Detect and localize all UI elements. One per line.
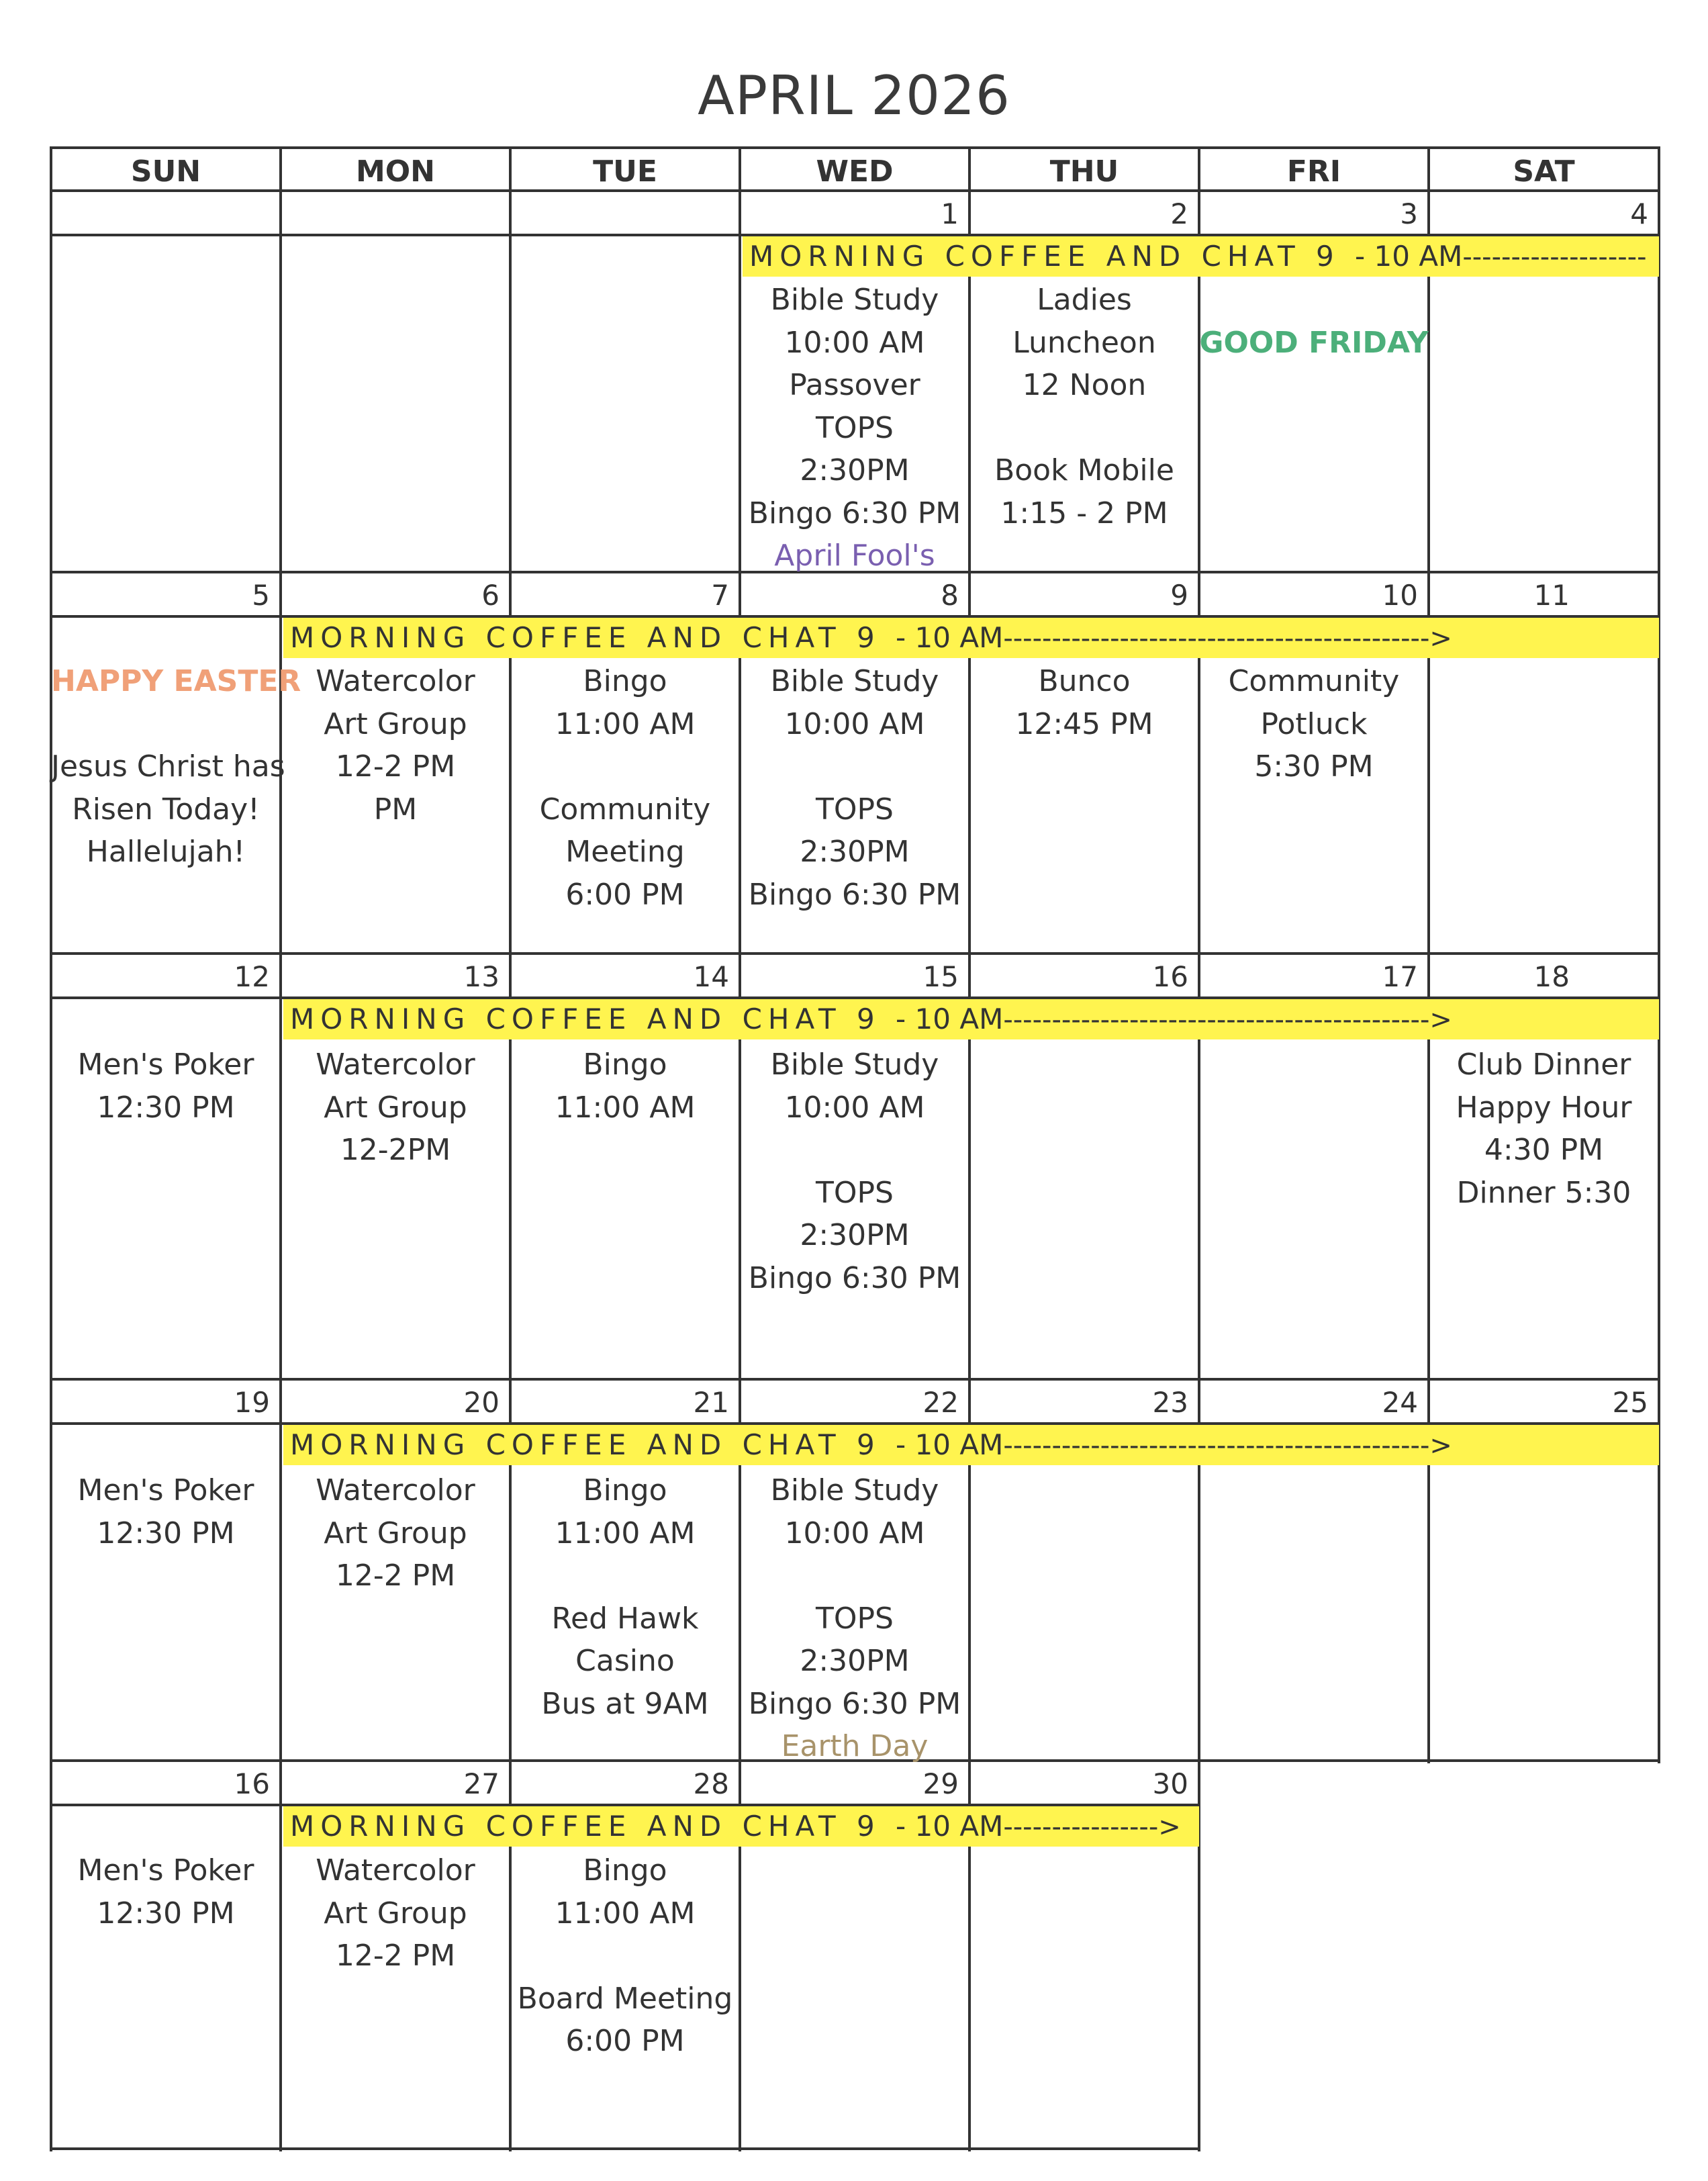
event-line: Art Group <box>324 1896 467 1931</box>
event-line: Men's Poker <box>77 1473 254 1507</box>
date-w3-tue: 14 <box>693 960 729 993</box>
event-line: 12-2PM <box>340 1133 451 1167</box>
event-line: 6:00 PM <box>565 877 685 912</box>
date-w4-wed: 22 <box>922 1386 959 1419</box>
band-time: - 10 AM <box>896 1003 1004 1035</box>
event-line: TOPS <box>816 1601 894 1636</box>
date-w2-sun: 5 <box>252 579 270 612</box>
event-line: 1:15 - 2 PM <box>1000 496 1168 530</box>
date-w1-sat: 4 <box>1630 197 1648 230</box>
date-w1-wed: 1 <box>941 197 959 230</box>
event-line: Book Mobile <box>994 453 1174 488</box>
event-line: 10:00 AM <box>784 706 925 741</box>
event-line: 11:00 AM <box>555 1516 696 1550</box>
date-w3-mon: 13 <box>463 960 500 993</box>
event-line: 11:00 AM <box>555 1896 696 1931</box>
morning-coffee-band <box>743 236 1659 277</box>
event-line: 11:00 AM <box>555 706 696 741</box>
event-line: Happy Hour <box>1456 1090 1632 1125</box>
event-line: Bingo <box>583 1853 667 1888</box>
events-w4-sun <box>51 1469 281 1554</box>
date-w2-sat: 11 <box>1533 579 1570 612</box>
event-line: 11:00 AM <box>555 1090 696 1125</box>
event-line: Bible Study <box>770 664 939 698</box>
band-text: MORNING COFFEE AND CHAT 9 <box>749 240 1340 273</box>
events-w3-sun <box>51 1043 281 1129</box>
event-line <box>740 1129 969 1172</box>
header-wed: WED <box>816 154 894 189</box>
event-line <box>1199 279 1429 322</box>
date-w3-fri: 17 <box>1382 960 1418 993</box>
event-line: Art Group <box>324 706 467 741</box>
grid-hline <box>50 2147 1200 2150</box>
events-w2-mon <box>281 660 510 831</box>
event-line: Meeting <box>565 835 685 869</box>
event-line: 2:30PM <box>800 453 910 488</box>
event-line: Watercolor <box>316 1473 475 1507</box>
band-time: - 10 AM <box>896 1810 1004 1843</box>
date-w5-mon: 27 <box>463 1767 500 1800</box>
event-line: Men's Poker <box>77 1048 254 1082</box>
grid-vline <box>1427 148 1430 1763</box>
event-line: PM <box>373 792 418 827</box>
date-w3-sun: 12 <box>234 960 270 993</box>
morning-coffee-band <box>283 999 1659 1039</box>
date-w4-fri: 24 <box>1382 1386 1418 1419</box>
event-line: 12:30 PM <box>97 1896 235 1931</box>
band-text: MORNING COFFEE AND CHAT 9 <box>290 1003 881 1035</box>
event-line <box>740 1554 969 1597</box>
event-line: Hallelujah! <box>86 835 246 869</box>
event-line: 2:30PM <box>800 1644 910 1678</box>
event-line: 10:00 AM <box>784 325 925 360</box>
grid-hline <box>50 146 1660 149</box>
date-w4-mon: 20 <box>463 1386 500 1419</box>
band-time: - 10 AM <box>1355 240 1463 273</box>
event-line <box>969 407 1199 450</box>
band-time: - 10 AM <box>896 621 1004 654</box>
event-line: Bingo <box>583 664 667 698</box>
header-sun: SUN <box>130 154 201 189</box>
events-w4-mon <box>281 1469 510 1597</box>
event-line: 12:30 PM <box>97 1516 235 1550</box>
date-w4-thu: 23 <box>1152 1386 1188 1419</box>
event-line: Bingo 6:30 PM <box>748 1686 961 1721</box>
event-line: 12:45 PM <box>1015 706 1153 741</box>
date-w1-thu: 2 <box>1170 197 1188 230</box>
calendar-grid <box>51 148 1659 2149</box>
event-line: Board Meeting <box>517 1981 733 2016</box>
grid-vline <box>1658 148 1660 1763</box>
event-line: Bible Study <box>770 1048 939 1082</box>
event-line: Men's Poker <box>77 1853 254 1888</box>
events-w1-thu <box>969 279 1199 535</box>
events-w3-mon <box>281 1043 510 1172</box>
date-w1-fri: 3 <box>1400 197 1418 230</box>
date-w4-sun: 19 <box>234 1386 270 1419</box>
event-line: Bingo <box>583 1473 667 1507</box>
event-line: 10:00 AM <box>784 1516 925 1550</box>
events-w4-wed <box>740 1469 969 1768</box>
morning-coffee-band <box>283 1806 1199 1847</box>
event-line: 12-2 PM <box>335 1559 456 1593</box>
event-line: 12-2 PM <box>335 749 456 784</box>
event-line: 12:30 PM <box>97 1090 235 1125</box>
event-line <box>510 1554 740 1597</box>
band-arrow: --------------------------------------------> <box>1003 623 1452 654</box>
event-line: Casino <box>575 1644 675 1678</box>
date-w5-sun: 16 <box>234 1767 270 1800</box>
date-w2-thu: 9 <box>1170 579 1188 612</box>
event-line: Club Dinner <box>1456 1048 1631 1082</box>
april-fools-label: April Fool's <box>774 539 935 573</box>
event-line: 2:30PM <box>800 1218 910 1252</box>
header-sat: SAT <box>1513 154 1575 189</box>
event-line: Watercolor <box>316 664 475 698</box>
events-w5-mon <box>281 1849 510 1978</box>
events-w3-wed <box>740 1043 969 1299</box>
band-arrow: --------------------------------------------> <box>1003 1430 1452 1461</box>
events-w4-tue <box>510 1469 740 1725</box>
date-w3-sat: 18 <box>1533 960 1570 993</box>
events-w5-sun <box>51 1849 281 1935</box>
date-w3-wed: 15 <box>922 960 959 993</box>
event-line: 12-2 PM <box>335 1939 456 1973</box>
grid-hline <box>50 1378 1660 1381</box>
date-w2-tue: 7 <box>711 579 729 612</box>
grid-hline <box>50 952 1660 955</box>
header-thu: THU <box>1049 154 1119 189</box>
event-line: Bingo <box>583 1048 667 1082</box>
band-arrow: --------------------------------------------> <box>1003 1005 1452 1035</box>
earth-day-label: Earth Day <box>781 1729 929 1763</box>
event-line: Red Hawk <box>551 1601 699 1636</box>
events-w2-tue <box>510 660 740 916</box>
event-line: 10:00 AM <box>784 1090 925 1125</box>
event-line: Art Group <box>324 1090 467 1125</box>
calendar-title: APRIL 2026 <box>698 64 1010 127</box>
event-line: Bingo 6:30 PM <box>748 496 961 530</box>
band-text: MORNING COFFEE AND CHAT 9 <box>290 1810 881 1843</box>
happy-easter-label: HAPPY EASTER <box>51 664 301 698</box>
event-line: Community <box>539 792 711 827</box>
event-line: TOPS <box>816 410 894 445</box>
event-line: Watercolor <box>316 1853 475 1888</box>
morning-coffee-band <box>283 1425 1659 1465</box>
event-line: Watercolor <box>316 1048 475 1082</box>
date-w3-thu: 16 <box>1152 960 1188 993</box>
event-line: Jesus Christ has <box>51 749 285 784</box>
header-fri: FRI <box>1286 154 1341 189</box>
events-w3-sat <box>1429 1043 1659 1214</box>
events-w1-wed <box>740 279 969 577</box>
header-tue: TUE <box>593 154 657 189</box>
date-w5-wed: 29 <box>922 1767 959 1800</box>
event-line: Luncheon <box>1012 325 1156 360</box>
event-line: 12 Noon <box>1022 368 1147 402</box>
date-w2-fri: 10 <box>1382 579 1418 612</box>
date-w4-tue: 21 <box>693 1386 729 1419</box>
event-line <box>51 703 281 746</box>
event-line <box>510 745 740 788</box>
header-mon: MON <box>355 154 435 189</box>
event-line: Ladies <box>1037 283 1132 317</box>
band-arrow: ----------------> <box>1003 1812 1181 1843</box>
band-text: MORNING COFFEE AND CHAT 9 <box>290 1428 881 1461</box>
events-w2-thu <box>969 660 1199 745</box>
event-line: TOPS <box>816 792 894 827</box>
event-line: 2:30PM <box>800 835 910 869</box>
band-time: - 10 AM <box>896 1428 1004 1461</box>
event-line: Dinner 5:30 <box>1456 1175 1631 1210</box>
event-line: Risen Today! <box>72 792 260 827</box>
events-w1-fri <box>1199 279 1429 364</box>
event-line: Potluck <box>1260 706 1368 741</box>
event-line: Community <box>1228 664 1400 698</box>
event-line: Bible Study <box>770 283 939 317</box>
event-line: 5:30 PM <box>1254 749 1374 784</box>
events-w3-tue <box>510 1043 740 1129</box>
event-line: 4:30 PM <box>1484 1133 1604 1167</box>
morning-coffee-band <box>283 618 1659 658</box>
event-line: Passover <box>789 368 920 402</box>
date-w5-tue: 28 <box>693 1767 729 1800</box>
date-w5-thu: 30 <box>1152 1767 1188 1800</box>
grid-hline <box>50 189 1660 192</box>
event-line: Bible Study <box>770 1473 939 1507</box>
event-line <box>740 745 969 788</box>
band-text: MORNING COFFEE AND CHAT 9 <box>290 621 881 654</box>
date-w2-wed: 8 <box>941 579 959 612</box>
grid-vline <box>50 1761 52 2151</box>
band-arrow: ------------------- <box>1462 242 1647 273</box>
event-line: Art Group <box>324 1516 467 1550</box>
events-w2-sun <box>51 660 301 874</box>
good-friday-label: GOOD FRIDAY <box>1199 325 1429 360</box>
event-line: Bingo 6:30 PM <box>748 877 961 912</box>
events-w2-wed <box>740 660 969 916</box>
date-w2-mon: 6 <box>481 579 500 612</box>
event-line: 6:00 PM <box>565 2024 685 2058</box>
event-line: Bus at 9AM <box>541 1686 709 1721</box>
events-w2-fri <box>1199 660 1429 788</box>
event-line: Bunco <box>1038 664 1131 698</box>
event-line: TOPS <box>816 1175 894 1210</box>
events-w5-tue <box>510 1849 740 2063</box>
event-line: Bingo 6:30 PM <box>748 1260 961 1295</box>
event-line <box>510 1935 740 1978</box>
date-w4-sat: 25 <box>1612 1386 1648 1419</box>
